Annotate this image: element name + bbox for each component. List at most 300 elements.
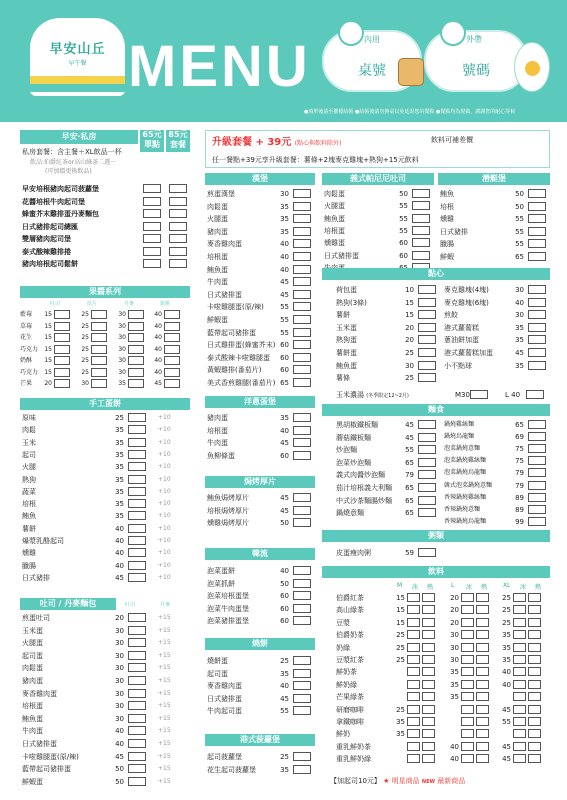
menu-item-qty-box[interactable]	[293, 752, 311, 761]
menu-item-qty-box[interactable]	[418, 310, 436, 319]
toast-qty-box[interactable]	[128, 739, 146, 748]
menu-item-qty-box[interactable]	[418, 373, 436, 382]
drink-ice-box[interactable]	[461, 692, 474, 701]
crepe-qty-box[interactable]	[128, 536, 146, 545]
menu-item-qty-box[interactable]	[293, 353, 311, 362]
noodle-right-box[interactable]	[528, 456, 546, 465]
crepe-qty-box[interactable]	[128, 438, 146, 447]
fruit-qty-box[interactable]	[128, 379, 144, 388]
menu-item-qty-box[interactable]	[412, 251, 430, 260]
drink-hot-box[interactable]	[528, 643, 541, 652]
toast-qty-box[interactable]	[128, 752, 146, 761]
menu-item-name: 培根蛋	[207, 253, 228, 261]
menu-item-name: 培根焗烤厚片	[207, 506, 249, 515]
drink-hot-box[interactable]	[476, 692, 489, 701]
menu-item-qty-box[interactable]	[293, 669, 311, 678]
private-single-box[interactable]	[143, 234, 161, 243]
menu-item-qty-box[interactable]	[293, 438, 311, 447]
toast-qty-box[interactable]	[128, 764, 146, 773]
menu-item-qty-box[interactable]	[418, 361, 436, 370]
menu-item-qty-box[interactable]	[418, 458, 436, 467]
drink-ice-box[interactable]	[513, 754, 526, 763]
noodle-right-box[interactable]	[528, 493, 546, 502]
star-icon: ★	[383, 777, 390, 785]
fruit-qty-box[interactable]	[91, 379, 107, 388]
fruit-qty-box[interactable]	[54, 368, 70, 377]
drink-hot-box[interactable]	[422, 593, 435, 602]
toast-qty-box[interactable]	[128, 689, 146, 698]
private-single-box[interactable]	[143, 184, 161, 193]
crepe-qty-box[interactable]	[128, 561, 146, 570]
noodle-right-name: 鍋燒雞絲麵	[444, 421, 475, 428]
drink-hot-box[interactable]	[476, 729, 489, 738]
menu-item-qty-box[interactable]	[293, 214, 311, 223]
fruit-qty-box[interactable]	[91, 356, 107, 365]
toast-qty-box[interactable]	[128, 777, 146, 786]
drink-ice-box[interactable]	[407, 717, 420, 726]
drink-price: 30	[450, 656, 459, 664]
fruit-price: 40	[154, 357, 162, 364]
crepe-qty-box[interactable]	[128, 524, 146, 533]
crepe-qty-box[interactable]	[128, 499, 146, 508]
menu-item-qty-box[interactable]	[418, 433, 436, 442]
private-single-box[interactable]	[143, 222, 161, 231]
crepe-add: +10	[158, 450, 171, 458]
menu-item-name: 泡菜抓餅	[207, 579, 235, 588]
menu-item-name: 起司菠蘿堡	[207, 753, 242, 761]
private-set-box[interactable]	[169, 259, 187, 268]
drink-price: 25	[396, 705, 405, 714]
menu-item-qty-box[interactable]	[293, 765, 311, 774]
drink-hot-box[interactable]	[422, 705, 435, 714]
drink-ice-box[interactable]	[407, 705, 420, 714]
menu-item-qty-box[interactable]	[293, 340, 311, 349]
toast-price: 30	[115, 689, 124, 698]
toast-item-name: 煎蛋吐司	[22, 614, 50, 622]
drink-hot-box[interactable]	[528, 742, 541, 751]
menu-item-qty-box[interactable]	[418, 335, 436, 344]
menu-item-qty-box[interactable]	[412, 201, 430, 210]
menu-item-name: 鮮蝦蛋	[207, 316, 228, 324]
drink-hot-box[interactable]	[476, 643, 489, 652]
noodle-right-price: 99	[515, 517, 524, 526]
drink-ice-box[interactable]	[461, 680, 474, 689]
snack-right-box[interactable]	[528, 323, 546, 332]
menu-item-qty-box[interactable]	[412, 189, 430, 198]
drink-price: 35	[502, 643, 511, 652]
menu-item-name: 燻雞焗烤厚片	[207, 519, 249, 528]
fruit-qty-box[interactable]	[91, 310, 107, 319]
drink-hot-box[interactable]	[476, 754, 489, 763]
toast-add: +15	[158, 626, 171, 634]
drink-ice-box[interactable]	[513, 593, 526, 602]
soup-l-checkbox[interactable]	[526, 390, 544, 399]
drink-hot-box[interactable]	[476, 593, 489, 602]
drink-hot-box[interactable]	[528, 754, 541, 763]
menu-item-qty-box[interactable]	[293, 579, 311, 588]
drink-ice-box[interactable]	[461, 643, 474, 652]
drink-hot-box[interactable]	[476, 667, 489, 676]
noodle-right-box[interactable]	[528, 468, 546, 477]
drink-hot-box[interactable]	[476, 618, 489, 627]
drink-hot-box[interactable]	[422, 742, 435, 751]
drink-hot-box[interactable]	[422, 692, 435, 701]
menu-item-name: 鮮蝦	[440, 253, 454, 261]
fruit-qty-box[interactable]	[164, 322, 180, 331]
menu-item-qty-box[interactable]	[293, 189, 311, 198]
toast-add: +15	[158, 664, 171, 672]
menu-item-qty-box[interactable]	[293, 365, 311, 374]
menu-item-qty-box[interactable]	[293, 566, 311, 575]
menu-item-qty-box[interactable]	[293, 328, 311, 337]
crepe-qty-box[interactable]	[128, 462, 146, 471]
fruit-qty-box[interactable]	[164, 356, 180, 365]
snack-right-box[interactable]	[528, 361, 546, 370]
drink-ice-box[interactable]	[407, 593, 420, 602]
menu-item-qty-box[interactable]	[412, 226, 430, 235]
menu-item-name: 日式雞排蛋(蜂蜜芥末)	[207, 341, 276, 350]
drink-hot-box[interactable]	[476, 680, 489, 689]
snack-right-box[interactable]	[528, 335, 546, 344]
drink-ice-box[interactable]	[461, 729, 474, 738]
fruit-qty-box[interactable]	[128, 356, 144, 365]
crepe-col: 特餅	[160, 402, 171, 408]
drink-ice-box[interactable]	[407, 655, 420, 664]
menu-item-qty-box[interactable]	[293, 604, 311, 613]
crepe-qty-box[interactable]	[128, 487, 146, 496]
drink-ice-box[interactable]	[513, 742, 526, 751]
drink-hot-box[interactable]	[476, 630, 489, 639]
dine-in-checkbox[interactable]	[338, 20, 364, 46]
menu-item-name: 燒餅蛋	[207, 657, 228, 665]
menu-item-qty-box[interactable]	[412, 238, 430, 247]
drink-ice-box[interactable]	[513, 605, 526, 614]
menu-item-qty-box[interactable]	[293, 227, 311, 236]
drink-hot-box[interactable]	[528, 667, 541, 676]
drink-ice-box[interactable]	[461, 742, 474, 751]
drink-ice-box[interactable]	[461, 705, 474, 714]
private-set-box[interactable]	[169, 247, 187, 256]
crepe-qty-box[interactable]	[128, 548, 146, 557]
drink-hot-box[interactable]	[422, 630, 435, 639]
drink-ice-box[interactable]	[513, 680, 526, 689]
drink-hot-box[interactable]	[528, 717, 541, 726]
menu-item-price: 60	[280, 592, 289, 601]
fruit-qty-box[interactable]	[128, 345, 144, 354]
fruit-item-name: 草莓	[20, 322, 33, 330]
menu-item-qty-box[interactable]	[293, 315, 311, 324]
drink-hot-box[interactable]	[422, 717, 435, 726]
menu-item-qty-box[interactable]	[293, 656, 311, 665]
drink-hot-box[interactable]	[528, 593, 541, 602]
noodle-right-box[interactable]	[528, 505, 546, 514]
crepe-qty-box[interactable]	[128, 511, 146, 520]
menu-item-qty-box[interactable]	[418, 298, 436, 307]
private-single-box[interactable]	[143, 197, 161, 206]
fruit-qty-box[interactable]	[164, 310, 180, 319]
drink-hot-box[interactable]	[528, 705, 541, 714]
drink-ice-box[interactable]	[513, 705, 526, 714]
menu-item-qty-box[interactable]	[293, 681, 311, 690]
snack-right-price: 35	[515, 336, 524, 345]
snack-right-box[interactable]	[528, 348, 546, 357]
menu-item-qty-box[interactable]	[418, 508, 436, 517]
toast-qty-box[interactable]	[128, 714, 146, 723]
menu-item-qty-box[interactable]	[418, 496, 436, 505]
menu-item-name: 豬肉蛋	[207, 227, 228, 236]
menu-item-qty-box[interactable]	[418, 420, 436, 429]
crepe-price: 40	[115, 549, 124, 558]
drink-ice-box[interactable]	[513, 692, 526, 701]
private-single-box[interactable]	[143, 209, 161, 218]
private-item-name: 日式豬排起司總匯	[22, 222, 78, 231]
fruit-qty-box[interactable]	[128, 333, 144, 342]
drink-price: 25	[502, 618, 511, 627]
menu-item-qty-box[interactable]	[293, 290, 311, 299]
fruit-qty-box[interactable]	[128, 322, 144, 331]
takeout-field[interactable]	[424, 30, 528, 92]
menu-item-qty-box[interactable]	[528, 239, 546, 248]
menu-item-qty-box[interactable]	[293, 413, 311, 422]
toast-price: 30	[115, 702, 124, 711]
menu-item-qty-box[interactable]	[418, 323, 436, 332]
drink-hot-box[interactable]	[422, 680, 435, 689]
drink-hot-box[interactable]	[422, 729, 435, 738]
drink-hot-box[interactable]	[422, 667, 435, 676]
fruit-qty-box[interactable]	[54, 345, 70, 354]
fruit-qty-box[interactable]	[91, 322, 107, 331]
crepe-qty-box[interactable]	[128, 425, 146, 434]
private-set-box[interactable]	[169, 184, 187, 193]
toast-qty-box[interactable]	[128, 726, 146, 735]
snack-right-box[interactable]	[528, 310, 546, 319]
menu-item-price: 65	[405, 509, 414, 518]
crepe-qty-box[interactable]	[128, 475, 146, 484]
drink-ice-box[interactable]	[461, 717, 474, 726]
private-single-box[interactable]	[143, 259, 161, 268]
toast-item-name: 麥香雞肉蛋	[22, 689, 57, 698]
drink-ice-box[interactable]	[461, 655, 474, 664]
drink-ice-box[interactable]	[407, 630, 420, 639]
crepe-qty-box[interactable]	[128, 413, 146, 422]
menu-item-name: 起司蛋	[207, 669, 228, 678]
drink-ice-box[interactable]	[407, 692, 420, 701]
menu-item-price: 45	[405, 421, 414, 429]
drink-ice-box[interactable]	[513, 667, 526, 676]
fruit-price: 25	[81, 368, 89, 376]
menu-item-qty-box[interactable]	[528, 189, 546, 198]
menu-item-qty-box[interactable]	[418, 285, 436, 294]
menu-item-price: 25	[280, 657, 289, 665]
menu-item-qty-box[interactable]	[418, 470, 436, 479]
fruit-qty-box[interactable]	[164, 333, 180, 342]
drink-ice-box[interactable]	[461, 618, 474, 627]
toast-qty-box[interactable]	[128, 626, 146, 635]
private-set-box[interactable]	[169, 197, 187, 206]
fruit-qty-box[interactable]	[91, 368, 107, 377]
toast-qty-box[interactable]	[128, 613, 146, 622]
toast-add: +15	[158, 714, 171, 722]
toast-price: 30	[115, 664, 124, 673]
snack-right-box[interactable]	[528, 298, 546, 307]
drink-hot-box[interactable]	[528, 655, 541, 664]
drink-ice-box[interactable]	[407, 643, 420, 652]
menu-item-qty-box[interactable]	[528, 214, 546, 223]
menu-item-qty-box[interactable]	[293, 706, 311, 715]
menu-item-qty-box[interactable]	[293, 518, 311, 527]
fruit-qty-box[interactable]	[164, 368, 180, 377]
toast-qty-box[interactable]	[128, 663, 146, 672]
menu-item-qty-box[interactable]	[293, 302, 311, 311]
drink-item-name: 豆漿	[336, 618, 350, 627]
menu-item-qty-box[interactable]	[293, 506, 311, 515]
noodle-right-price: 75	[515, 445, 524, 454]
drink-hot-box[interactable]	[476, 655, 489, 664]
menu-item-qty-box[interactable]	[528, 252, 546, 261]
fruit-col-head: 吐司	[50, 301, 61, 307]
drink-price: 20	[450, 606, 459, 615]
menu-item-qty-box[interactable]	[412, 214, 430, 223]
drink-ice-box[interactable]	[513, 618, 526, 627]
menu-item-name: 泡菜牛肉蛋堡	[207, 604, 249, 613]
drink-hot-box[interactable]	[422, 655, 435, 664]
drink-ice-box[interactable]	[513, 717, 526, 726]
noodle-right-box[interactable]	[528, 517, 546, 526]
drink-ice-box[interactable]	[461, 754, 474, 763]
noodle-right-box[interactable]	[528, 432, 546, 441]
drink-ice-box[interactable]	[461, 605, 474, 614]
menu-item-price: 55	[280, 316, 289, 324]
takeout-checkbox[interactable]	[440, 20, 466, 46]
fruit-qty-box[interactable]	[164, 345, 180, 354]
menu-item-qty-box[interactable]	[528, 202, 546, 211]
private-set-price: 85元 套餐	[166, 130, 190, 152]
menu-item-price: 40	[280, 240, 289, 249]
menu-item-price: 55	[515, 215, 524, 224]
menu-item-qty-box[interactable]	[418, 445, 436, 454]
drink-price: 45	[502, 755, 511, 764]
fruit-col-head: 丹麥	[124, 301, 135, 307]
menu-item-qty-box[interactable]	[293, 591, 311, 600]
menu-item-qty-box[interactable]	[418, 548, 436, 557]
drink-hot-box[interactable]	[528, 680, 541, 689]
menu-item-qty-box[interactable]	[293, 378, 311, 387]
drink-ice-box[interactable]	[407, 605, 420, 614]
toast-section-title: 吐司 / 丹麥麵包	[20, 598, 116, 610]
toast-qty-box[interactable]	[128, 638, 146, 647]
drink-hot-box[interactable]	[422, 754, 435, 763]
fruit-price: 25	[81, 322, 89, 330]
menu-item-qty-box[interactable]	[293, 252, 311, 261]
menu-item-qty-box[interactable]	[293, 694, 311, 703]
snack-right-box[interactable]	[528, 285, 546, 294]
menu-item-qty-box[interactable]	[293, 426, 311, 435]
private-single-box[interactable]	[143, 247, 161, 256]
drink-hot-box[interactable]	[422, 618, 435, 627]
crepe-qty-box[interactable]	[128, 573, 146, 582]
crepe-price: 40	[115, 561, 124, 570]
drink-ice-box[interactable]	[513, 729, 526, 738]
drink-hot-box[interactable]	[476, 605, 489, 614]
fruit-qty-box[interactable]	[54, 333, 70, 342]
drink-ice-box[interactable]	[461, 667, 474, 676]
drink-hot-box[interactable]	[476, 717, 489, 726]
drink-ice-box[interactable]	[407, 667, 420, 676]
crepe-item-name: 鮪魚	[22, 512, 36, 521]
drink-ice-box[interactable]	[407, 680, 420, 689]
drink-ice-box[interactable]	[407, 729, 420, 738]
fruit-qty-box[interactable]	[54, 379, 70, 388]
menu-item-price: 40	[280, 265, 289, 274]
private-item-name: 早安培根豬肉起司菠蘿堡	[22, 185, 99, 193]
drink-ice-box[interactable]	[407, 742, 420, 751]
drink-hot-box[interactable]	[476, 705, 489, 714]
menu-item-qty-box[interactable]	[293, 451, 311, 460]
menu-item-qty-box[interactable]	[293, 265, 311, 274]
drink-ice-box[interactable]	[513, 630, 526, 639]
drink-hot-box[interactable]	[528, 618, 541, 627]
fruit-qty-box[interactable]	[128, 310, 144, 319]
private-item-name: 花醬培根牛肉起司堡	[22, 197, 85, 206]
drink-hot-box[interactable]	[476, 742, 489, 751]
fruit-qty-box[interactable]	[128, 368, 144, 377]
menu-item-qty-box[interactable]	[418, 483, 436, 492]
toast-qty-box[interactable]	[128, 701, 146, 710]
fruit-qty-box[interactable]	[91, 345, 107, 354]
drink-hot-box[interactable]	[528, 630, 541, 639]
drink-ice-box[interactable]	[407, 618, 420, 627]
fruit-item-name: 花生	[20, 334, 33, 341]
drink-ice-box[interactable]	[407, 754, 420, 763]
drink-hot-box[interactable]	[528, 729, 541, 738]
burger-section-title: 漢堡	[205, 173, 315, 185]
private-set-box[interactable]	[169, 222, 187, 231]
fruit-qty-box[interactable]	[91, 333, 107, 342]
noodle-right-box[interactable]	[528, 420, 546, 429]
fruit-qty-box[interactable]	[54, 310, 70, 319]
menu-item-price: 45	[280, 278, 289, 287]
drink-hot-box[interactable]	[528, 692, 541, 701]
toast-qty-box[interactable]	[128, 651, 146, 660]
menu-item-qty-box[interactable]	[293, 493, 311, 502]
menu-item-price: 45	[280, 694, 289, 703]
private-set-box[interactable]	[169, 234, 187, 243]
soup-m-checkbox[interactable]	[470, 390, 488, 399]
drink-ice-box[interactable]	[513, 655, 526, 664]
drink-ice-box[interactable]	[461, 593, 474, 602]
private-set-box[interactable]	[169, 209, 187, 218]
menu-item-qty-box[interactable]	[293, 616, 311, 625]
drink-hot-box[interactable]	[528, 605, 541, 614]
noodle-right-box[interactable]	[528, 444, 546, 453]
drink-ice-box[interactable]	[513, 643, 526, 652]
menu-item-qty-box[interactable]	[418, 348, 436, 357]
menu-item-qty-box[interactable]	[528, 227, 546, 236]
menu-item-qty-box[interactable]	[293, 277, 311, 286]
toast-qty-box[interactable]	[128, 676, 146, 685]
drink-hot-box[interactable]	[422, 605, 435, 614]
crepe-qty-box[interactable]	[128, 450, 146, 459]
drink-hot-box[interactable]	[422, 643, 435, 652]
menu-item-qty-box[interactable]	[293, 239, 311, 248]
noodle-right-box[interactable]	[528, 481, 546, 490]
drink-col-head: M	[397, 582, 403, 589]
menu-item-qty-box[interactable]	[293, 202, 311, 211]
fruit-qty-box[interactable]	[164, 379, 180, 388]
drink-ice-box[interactable]	[461, 630, 474, 639]
fruit-qty-box[interactable]	[54, 322, 70, 331]
fruit-qty-box[interactable]	[54, 356, 70, 365]
